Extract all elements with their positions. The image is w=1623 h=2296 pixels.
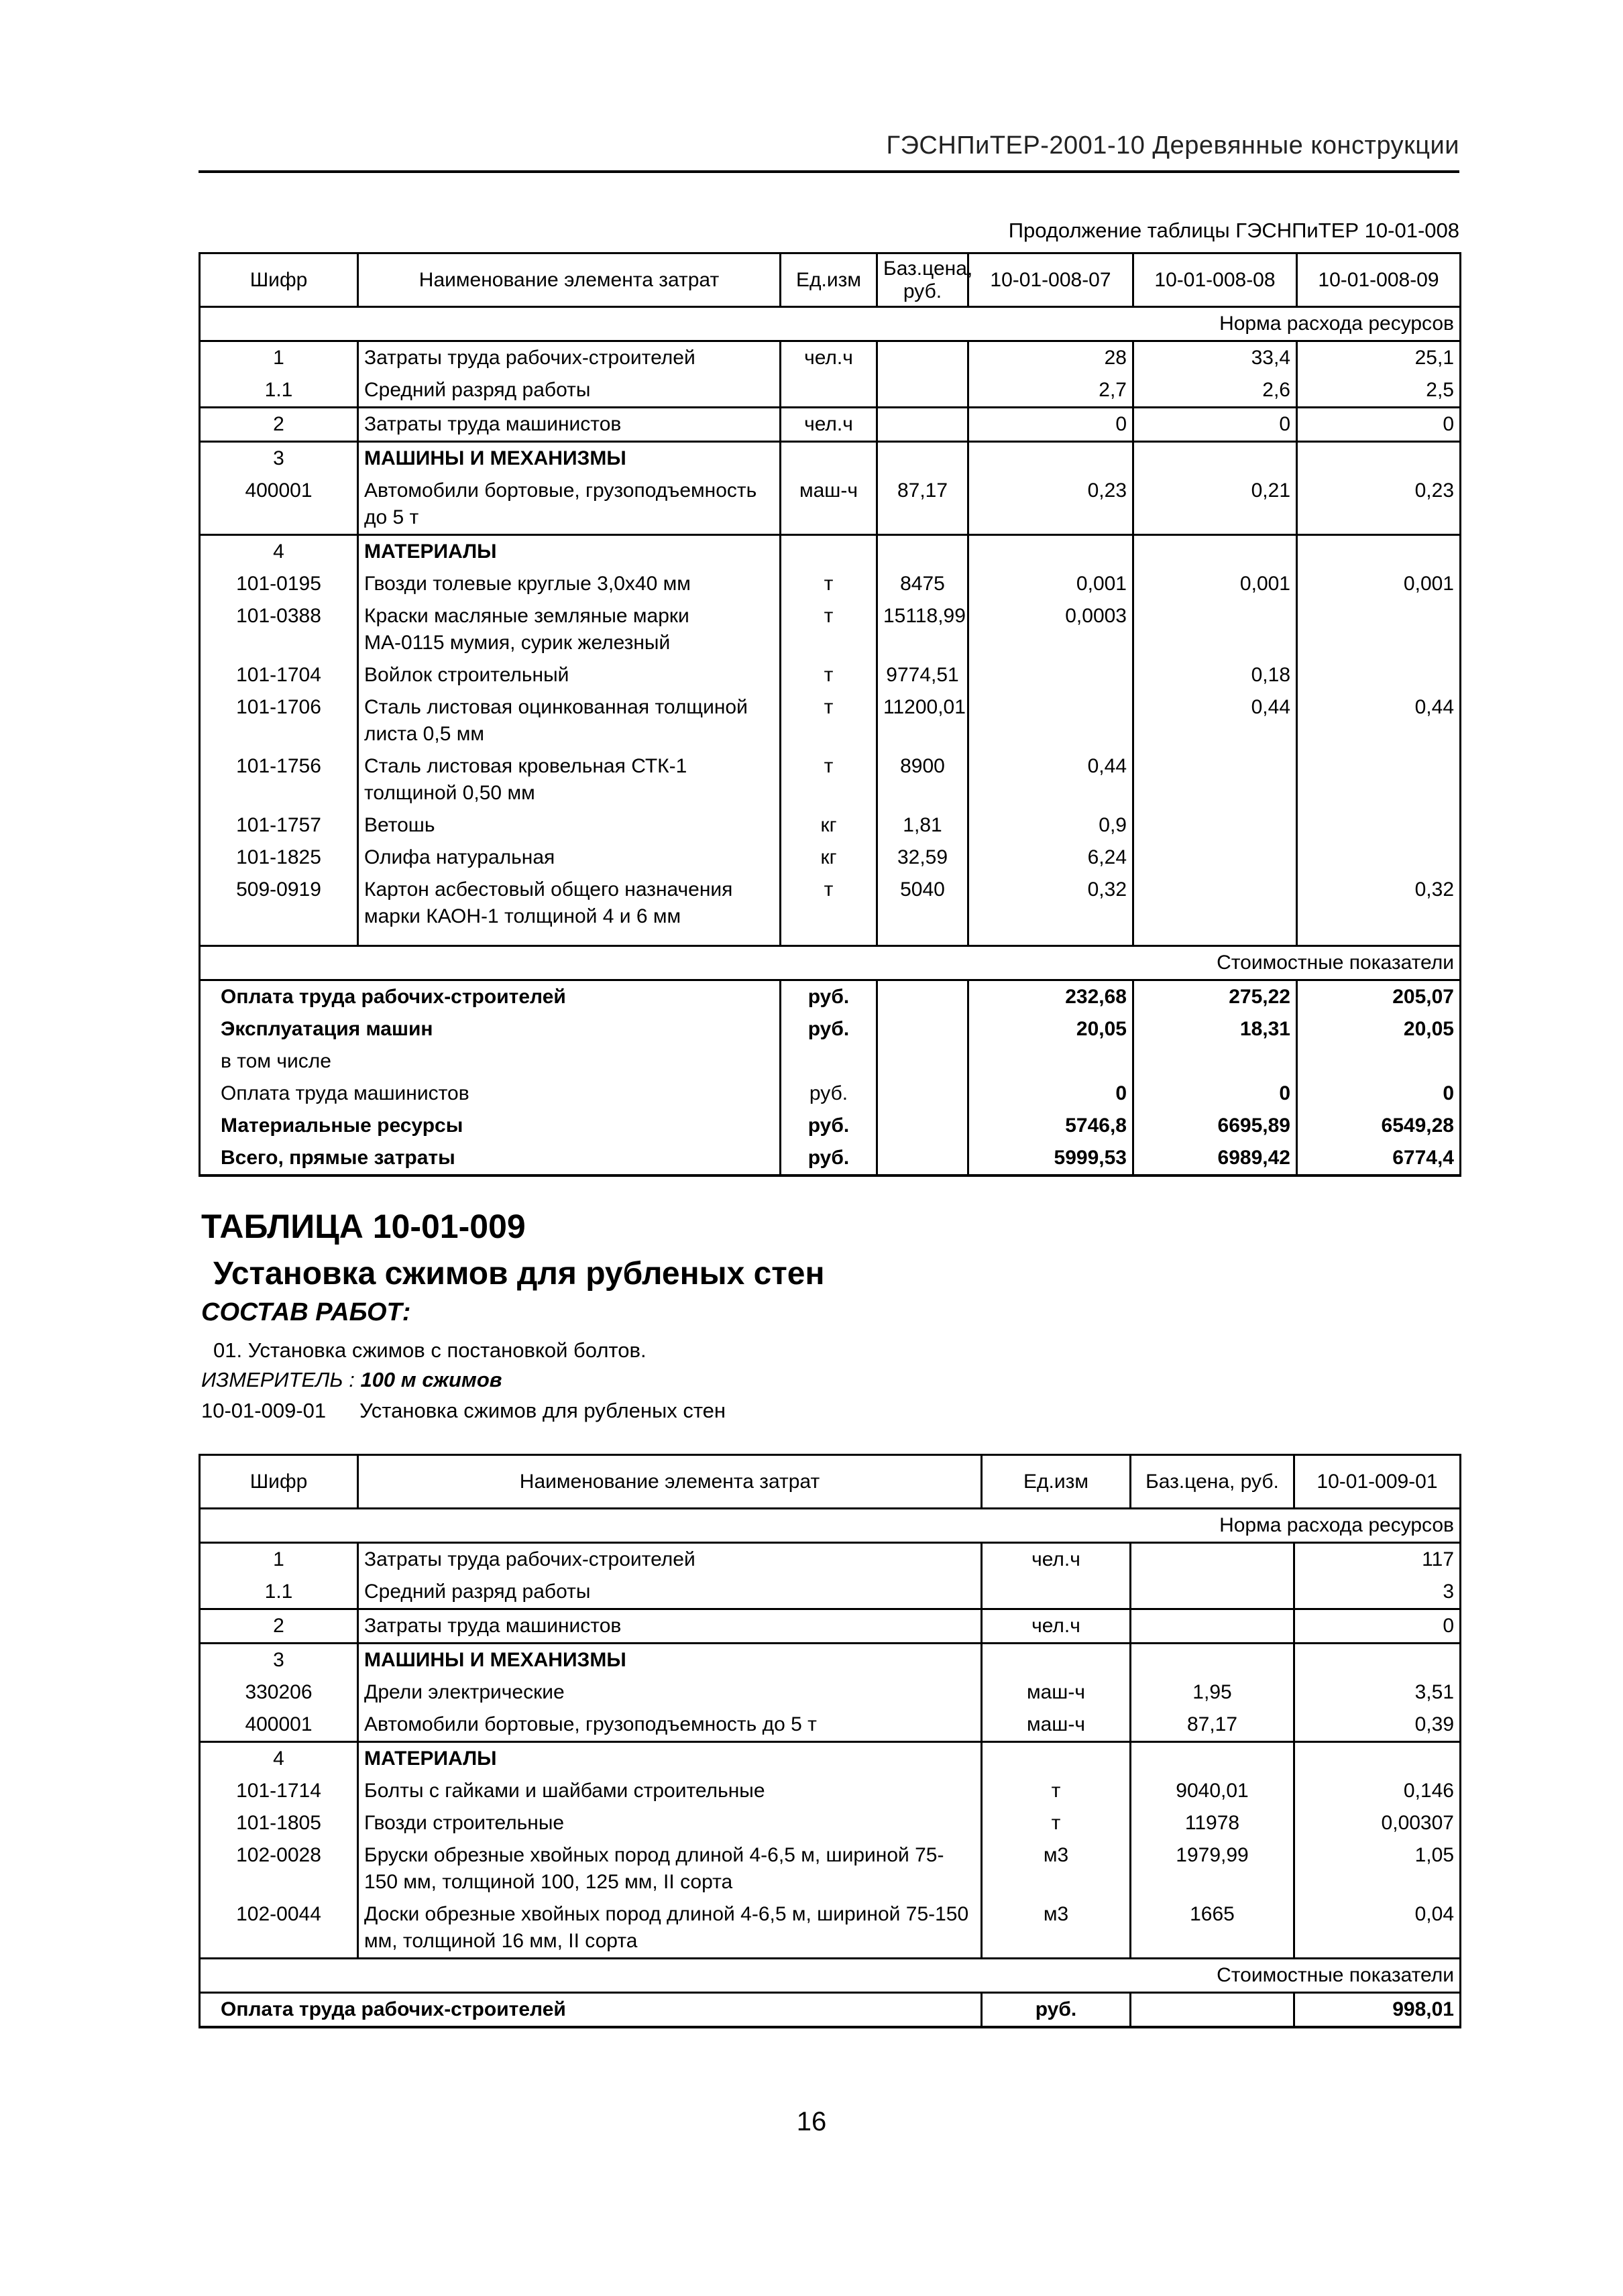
col-header-unit: Ед.изм xyxy=(781,253,877,307)
cost-price xyxy=(877,1078,968,1110)
row-value-07 xyxy=(968,442,1133,475)
cost-name: Оплата труда машинистов xyxy=(200,1078,781,1110)
cost-section-label: Стоимостные показатели xyxy=(200,1959,1461,1993)
table1-costs xyxy=(200,980,1461,1176)
row-value-01: 0,39 xyxy=(1294,1709,1461,1742)
table-row xyxy=(200,535,1461,569)
col-header-10-01-008-07: 10-01-008-07 xyxy=(968,253,1133,307)
row-value-09 xyxy=(1297,659,1461,691)
row-code: 101-1704 xyxy=(200,659,358,691)
table-row xyxy=(200,1742,1461,1776)
row-value-07: 2,7 xyxy=(968,374,1133,408)
row-name: Олифа натуральная xyxy=(358,842,781,874)
norm-code: 10-01-009-01 xyxy=(201,1399,327,1422)
cost-name: Материальные ресурсы xyxy=(200,1110,781,1142)
row-value-09: 0,44 xyxy=(1297,691,1461,750)
cost-unit: руб. xyxy=(781,1110,877,1142)
cost-value-07 xyxy=(968,1045,1133,1078)
row-name: Краски масляные земляные марки МА-0115 мумия, сурик железный xyxy=(358,600,781,659)
table2-body xyxy=(200,1543,1461,1959)
row-price: 32,59 xyxy=(877,842,968,874)
row-name: МАТЕРИАЛЫ xyxy=(358,535,781,569)
col-header-price: Баз.цена, руб. xyxy=(877,253,968,307)
row-code: 101-1706 xyxy=(200,691,358,750)
row-price xyxy=(1131,1742,1294,1776)
table-row xyxy=(200,874,1461,933)
cost-name: Всего, прямые затраты xyxy=(200,1142,781,1175)
row-price: 9774,51 xyxy=(877,659,968,691)
row-code: 101-1756 xyxy=(200,750,358,809)
cost-value-09: 6549,28 xyxy=(1297,1110,1461,1142)
row-unit: кг xyxy=(781,809,877,842)
row-value-01 xyxy=(1294,1644,1461,1677)
row-unit: т xyxy=(781,874,877,933)
row-value-09: 2,5 xyxy=(1297,374,1461,408)
row-value-01 xyxy=(1294,1742,1461,1776)
cost-price xyxy=(877,1142,968,1175)
row-unit xyxy=(982,1742,1131,1776)
col-header-code: Шифр xyxy=(200,1455,358,1509)
row-value-09: 25,1 xyxy=(1297,341,1461,375)
measure-line xyxy=(201,1368,502,1392)
row-code: 330206 xyxy=(200,1676,358,1709)
table2-header-row xyxy=(200,1455,1461,1509)
row-value-08 xyxy=(1133,809,1297,842)
row-unit xyxy=(982,1644,1131,1677)
row-price: 1665 xyxy=(1131,1898,1294,1959)
cost-value-08: 0 xyxy=(1133,1078,1297,1110)
row-code: 1.1 xyxy=(200,1576,358,1609)
row-unit xyxy=(781,374,877,408)
row-price: 9040,01 xyxy=(1131,1775,1294,1807)
row-price xyxy=(877,442,968,475)
cost-value-08: 18,31 xyxy=(1133,1013,1297,1045)
row-code: 102-0028 xyxy=(200,1839,358,1898)
row-code: 1.1 xyxy=(200,374,358,408)
cost-section-row xyxy=(200,1959,1461,1993)
row-unit: чел.ч xyxy=(781,341,877,375)
row-name: Гвозди строительные xyxy=(358,1807,982,1839)
row-name: МАШИНЫ И МЕХАНИЗМЫ xyxy=(358,1644,982,1677)
row-name: Средний разряд работы xyxy=(358,1576,982,1609)
row-code: 101-1757 xyxy=(200,809,358,842)
row-name: Затраты труда рабочих-строителей xyxy=(358,1543,982,1576)
table-row xyxy=(200,374,1461,408)
row-value-08 xyxy=(1133,600,1297,659)
table-row xyxy=(200,475,1461,535)
cost-value-09: 20,05 xyxy=(1297,1013,1461,1045)
row-value-08 xyxy=(1133,535,1297,569)
row-unit: т xyxy=(982,1807,1131,1839)
row-name: Сталь листовая оцинкованная толщиной листа 0,5 мм xyxy=(358,691,781,750)
row-value-01: 3 xyxy=(1294,1576,1461,1609)
cost-unit: руб. xyxy=(781,1142,877,1175)
header-rule xyxy=(199,170,1459,173)
cost-value-01: 998,01 xyxy=(1294,1993,1461,2028)
row-value-08: 0 xyxy=(1133,408,1297,442)
cost-name: Оплата труда рабочих-строителей xyxy=(200,1993,982,2028)
row-name: Средний разряд работы xyxy=(358,374,781,408)
table-row xyxy=(200,1644,1461,1677)
row-code: 3 xyxy=(200,442,358,475)
table-row xyxy=(200,1839,1461,1898)
row-price: 1,81 xyxy=(877,809,968,842)
col-header-unit: Ед.изм xyxy=(982,1455,1131,1509)
row-value-07 xyxy=(968,535,1133,569)
table-row xyxy=(200,1543,1461,1576)
row-name: Доски обрезные хвойных пород длиной 4-6,5 м, шириной 75-150 мм, толщиной 16 мм, II сорта xyxy=(358,1898,982,1959)
row-price: 87,17 xyxy=(1131,1709,1294,1742)
cost-row xyxy=(200,980,1461,1014)
cost-unit xyxy=(781,1045,877,1078)
cost-value-08: 275,22 xyxy=(1133,980,1297,1014)
cost-name: Эксплуатация машин xyxy=(200,1013,781,1045)
row-code: 101-0388 xyxy=(200,600,358,659)
col-header-10-01-009-01: 10-01-009-01 xyxy=(1294,1455,1461,1509)
cost-value-09: 205,07 xyxy=(1297,980,1461,1014)
row-price xyxy=(877,341,968,375)
col-header-code: Шифр xyxy=(200,253,358,307)
measure-label: ИЗМЕРИТЕЛЬ : xyxy=(201,1368,355,1391)
row-price: 8900 xyxy=(877,750,968,809)
col-header-10-01-008-08: 10-01-008-08 xyxy=(1133,253,1297,307)
row-value-08: 0,001 xyxy=(1133,568,1297,600)
row-price xyxy=(1131,1543,1294,1576)
row-price xyxy=(877,374,968,408)
resource-table-10-01-008 xyxy=(199,252,1461,1177)
cost-value-07: 20,05 xyxy=(968,1013,1133,1045)
table-row xyxy=(200,1709,1461,1742)
cost-value-08 xyxy=(1133,1045,1297,1078)
row-name: Бруски обрезные хвойных пород длиной 4-6,5 м, шириной 75-150 мм, толщиной 100, 125 мм, II сорта xyxy=(358,1839,982,1898)
row-code: 101-1714 xyxy=(200,1775,358,1807)
cost-section-label: Стоимостные показатели xyxy=(200,946,1461,980)
row-value-09 xyxy=(1297,750,1461,809)
cost-unit: руб. xyxy=(781,1078,877,1110)
row-value-08: 0,21 xyxy=(1133,475,1297,535)
row-value-07: 0,44 xyxy=(968,750,1133,809)
row-value-08 xyxy=(1133,442,1297,475)
row-price xyxy=(1131,1576,1294,1609)
table-continuation-caption: Продолжение таблицы ГЭСНПиТЕР 10-01-008 xyxy=(1008,219,1459,242)
row-code: 3 xyxy=(200,1644,358,1677)
row-value-09 xyxy=(1297,809,1461,842)
row-value-01: 1,05 xyxy=(1294,1839,1461,1898)
row-name: Ветошь xyxy=(358,809,781,842)
row-value-07 xyxy=(968,659,1133,691)
table-title: ТАБЛИЦА 10-01-009 xyxy=(201,1208,526,1245)
row-value-07: 0 xyxy=(968,408,1133,442)
row-unit: кг xyxy=(781,842,877,874)
row-value-09: 0,32 xyxy=(1297,874,1461,933)
row-price xyxy=(877,408,968,442)
row-code: 101-0195 xyxy=(200,568,358,600)
cost-value-09: 6774,4 xyxy=(1297,1142,1461,1175)
row-value-08 xyxy=(1133,874,1297,933)
cost-unit: руб. xyxy=(781,1013,877,1045)
row-value-07: 0,0003 xyxy=(968,600,1133,659)
row-value-09 xyxy=(1297,600,1461,659)
row-code: 1 xyxy=(200,1543,358,1576)
row-code: 2 xyxy=(200,1609,358,1644)
row-code: 509-0919 xyxy=(200,874,358,933)
row-name: МАШИНЫ И МЕХАНИЗМЫ xyxy=(358,442,781,475)
row-value-01: 117 xyxy=(1294,1543,1461,1576)
row-code: 102-0044 xyxy=(200,1898,358,1959)
cost-price xyxy=(1131,1993,1294,2028)
row-code: 400001 xyxy=(200,475,358,535)
cost-price xyxy=(877,1013,968,1045)
row-value-07: 0,32 xyxy=(968,874,1133,933)
table-row xyxy=(200,1807,1461,1839)
row-value-01: 0 xyxy=(1294,1609,1461,1644)
page-number: 16 xyxy=(796,2107,827,2136)
row-name: МАТЕРИАЛЫ xyxy=(358,1742,982,1776)
cost-row xyxy=(200,1078,1461,1110)
spacer-row xyxy=(200,933,1461,946)
row-value-08 xyxy=(1133,750,1297,809)
col-header-name: Наименование элемента затрат xyxy=(358,1455,982,1509)
table1-body xyxy=(200,341,1461,946)
row-name: Автомобили бортовые, грузоподъемность до 5 т xyxy=(358,1709,982,1742)
row-value-01: 0,146 xyxy=(1294,1775,1461,1807)
table-row xyxy=(200,691,1461,750)
row-unit: т xyxy=(781,600,877,659)
row-name: Затраты труда машинистов xyxy=(358,1609,982,1644)
row-value-07: 6,24 xyxy=(968,842,1133,874)
cost-value-07: 5999,53 xyxy=(968,1142,1133,1175)
row-value-09: 0,001 xyxy=(1297,568,1461,600)
cost-value-09 xyxy=(1297,1045,1461,1078)
table-row xyxy=(200,1576,1461,1609)
norm-section-label: Норма расхода ресурсов xyxy=(200,1509,1461,1543)
row-name: Автомобили бортовые, грузоподъемность до 5 т xyxy=(358,475,781,535)
row-value-01: 0,04 xyxy=(1294,1898,1461,1959)
norm-code-line xyxy=(201,1399,726,1423)
row-unit: т xyxy=(982,1775,1131,1807)
table-subtitle: Установка сжимов для рубленых стен xyxy=(213,1256,825,1292)
cost-value-08: 6989,42 xyxy=(1133,1142,1297,1175)
cost-name: Оплата труда рабочих-строителей xyxy=(200,980,781,1014)
row-price xyxy=(1131,1609,1294,1644)
table-row xyxy=(200,568,1461,600)
row-value-07: 0,9 xyxy=(968,809,1133,842)
row-unit: маш-ч xyxy=(982,1709,1131,1742)
row-price: 8475 xyxy=(877,568,968,600)
row-value-07: 28 xyxy=(968,341,1133,375)
cost-section-row xyxy=(200,946,1461,980)
row-name: Картон асбестовый общего назначения марки КАОН-1 толщиной 4 и 6 мм xyxy=(358,874,781,933)
work-item: 01. Установка сжимов с постановкой болтов. xyxy=(213,1338,647,1362)
row-price: 1979,99 xyxy=(1131,1839,1294,1898)
row-name: Болты с гайками и шайбами строительные xyxy=(358,1775,982,1807)
row-price: 1,95 xyxy=(1131,1676,1294,1709)
row-name: Затраты труда рабочих-строителей xyxy=(358,341,781,375)
table-row xyxy=(200,1676,1461,1709)
cost-row xyxy=(200,1110,1461,1142)
row-name: Сталь листовая кровельная СТК-1 толщиной 0,50 мм xyxy=(358,750,781,809)
table-row xyxy=(200,1898,1461,1959)
row-value-07 xyxy=(968,691,1133,750)
table-row xyxy=(200,341,1461,375)
table-row xyxy=(200,659,1461,691)
table-header-row xyxy=(200,253,1461,307)
cost-name: в том числе xyxy=(200,1045,781,1078)
row-value-07: 0,001 xyxy=(968,568,1133,600)
cost-price xyxy=(877,1110,968,1142)
row-value-01: 0,00307 xyxy=(1294,1807,1461,1839)
row-value-07: 0,23 xyxy=(968,475,1133,535)
running-header: ГЭСНПиТЕР-2001-10 Деревянные конструкции xyxy=(886,131,1459,160)
cost-row xyxy=(200,1045,1461,1078)
table-row xyxy=(200,408,1461,442)
resource-table-10-01-009 xyxy=(199,1454,1461,2028)
table-row xyxy=(200,600,1461,659)
row-value-08: 2,6 xyxy=(1133,374,1297,408)
row-code: 4 xyxy=(200,1742,358,1776)
row-value-09 xyxy=(1297,842,1461,874)
work-composition-heading: СОСТАВ РАБОТ: xyxy=(201,1298,411,1326)
row-price: 87,17 xyxy=(877,475,968,535)
cost-value-07: 232,68 xyxy=(968,980,1133,1014)
cost-price xyxy=(877,980,968,1014)
row-price xyxy=(877,535,968,569)
cost-row xyxy=(200,1993,1461,2028)
row-value-09: 0,23 xyxy=(1297,475,1461,535)
norm-section-label: Норма расхода ресурсов xyxy=(200,307,1461,341)
row-unit: т xyxy=(781,659,877,691)
norm-section-row xyxy=(200,307,1461,341)
row-unit: чел.ч xyxy=(781,408,877,442)
row-unit xyxy=(781,442,877,475)
row-value-01: 3,51 xyxy=(1294,1676,1461,1709)
norm-section-row xyxy=(200,1509,1461,1543)
col-header-price: Баз.цена, руб. xyxy=(1131,1455,1294,1509)
row-value-08: 0,44 xyxy=(1133,691,1297,750)
row-price: 11978 xyxy=(1131,1807,1294,1839)
cost-value-07: 0 xyxy=(968,1078,1133,1110)
row-code: 4 xyxy=(200,535,358,569)
cost-row xyxy=(200,1013,1461,1045)
row-name: Дрели электрические xyxy=(358,1676,982,1709)
row-code: 400001 xyxy=(200,1709,358,1742)
row-unit: чел.ч xyxy=(982,1543,1131,1576)
table-row xyxy=(200,1609,1461,1644)
row-price xyxy=(1131,1644,1294,1677)
row-unit: м3 xyxy=(982,1839,1131,1898)
row-value-09: 0 xyxy=(1297,408,1461,442)
cost-value-08: 6695,89 xyxy=(1133,1110,1297,1142)
cost-unit: руб. xyxy=(781,980,877,1014)
row-code: 101-1825 xyxy=(200,842,358,874)
row-unit: т xyxy=(781,568,877,600)
row-name: Гвозди толевые круглые 3,0х40 мм xyxy=(358,568,781,600)
col-header-10-01-008-09: 10-01-008-09 xyxy=(1297,253,1461,307)
table-row xyxy=(200,442,1461,475)
row-price: 5040 xyxy=(877,874,968,933)
cost-row xyxy=(200,1142,1461,1175)
cost-value-09: 0 xyxy=(1297,1078,1461,1110)
col-header-name: Наименование элемента затрат xyxy=(358,253,781,307)
cost-value-07: 5746,8 xyxy=(968,1110,1133,1142)
row-unit: маш-ч xyxy=(781,475,877,535)
row-unit: т xyxy=(781,691,877,750)
row-code: 2 xyxy=(200,408,358,442)
table-row xyxy=(200,750,1461,809)
cost-price xyxy=(877,1045,968,1078)
row-unit: чел.ч xyxy=(982,1609,1131,1644)
row-unit: м3 xyxy=(982,1898,1131,1959)
table-row xyxy=(200,842,1461,874)
norm-code-description: Установка сжимов для рубленых стен xyxy=(359,1399,726,1422)
row-unit xyxy=(781,535,877,569)
table2-costs xyxy=(200,1993,1461,2028)
row-value-09 xyxy=(1297,535,1461,569)
row-price: 11200,01 xyxy=(877,691,968,750)
row-price: 15118,99 xyxy=(877,600,968,659)
row-value-08 xyxy=(1133,842,1297,874)
row-value-08: 0,18 xyxy=(1133,659,1297,691)
table-row xyxy=(200,809,1461,842)
cost-unit: руб. xyxy=(982,1993,1131,2028)
row-value-08: 33,4 xyxy=(1133,341,1297,375)
row-unit xyxy=(982,1576,1131,1609)
measure-value: 100 м сжимов xyxy=(360,1368,502,1391)
row-unit: т xyxy=(781,750,877,809)
row-value-09 xyxy=(1297,442,1461,475)
row-name: Войлок строительный xyxy=(358,659,781,691)
table-row xyxy=(200,1775,1461,1807)
row-code: 101-1805 xyxy=(200,1807,358,1839)
row-name: Затраты труда машинистов xyxy=(358,408,781,442)
row-unit: маш-ч xyxy=(982,1676,1131,1709)
row-code: 1 xyxy=(200,341,358,375)
